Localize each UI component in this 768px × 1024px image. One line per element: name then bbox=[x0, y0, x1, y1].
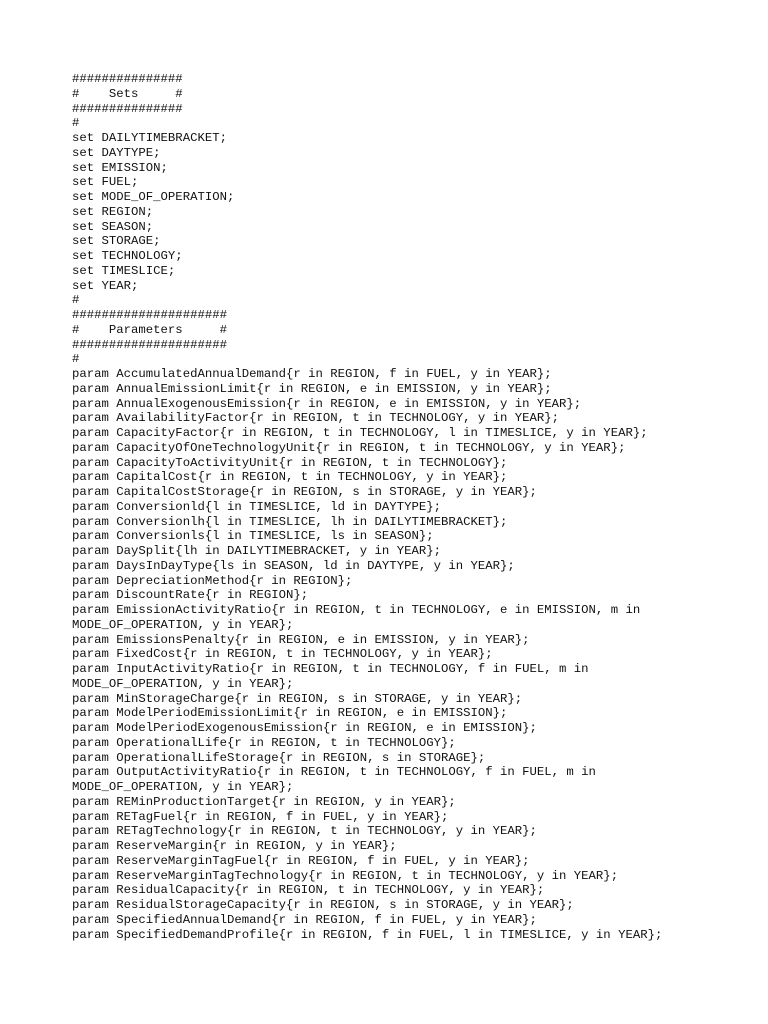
code-line: set YEAR; bbox=[72, 278, 139, 293]
code-line: MODE_OF_OPERATION, y in YEAR}; bbox=[72, 780, 294, 794]
code-line: param ReserveMarginTagTechnology{r in REGION, t in TECHNOLOGY, y in YEAR}; bbox=[72, 868, 619, 883]
code-line: # bbox=[72, 293, 80, 308]
code-line: set STORAGE; bbox=[72, 234, 161, 249]
code-line: # bbox=[72, 116, 80, 131]
model-code-listing bbox=[72, 72, 732, 942]
code-line: set EMISSION; bbox=[72, 160, 168, 175]
code-line: param RETagTechnology{r in REGION, t in TECHNOLOGY, y in YEAR}; bbox=[72, 824, 537, 839]
code-line: param AnnualEmissionLimit{r in REGION, e in EMISSION, y in YEAR}; bbox=[72, 381, 552, 396]
code-line: set MODE_OF_OPERATION; bbox=[72, 190, 235, 204]
code-line: param CapacityToActivityUnit{r in REGION, t in TECHNOLOGY}; bbox=[72, 455, 508, 470]
code-line: param ModelPeriodEmissionLimit{r in REGION, e in EMISSION}; bbox=[72, 706, 508, 721]
code-line: ############### bbox=[72, 72, 183, 86]
code-line: param DepreciationMethod{r in REGION}; bbox=[72, 573, 353, 588]
code-line: ############### bbox=[72, 101, 183, 116]
code-line: param AnnualExogenousEmission{r in REGION, e in EMISSION, y in YEAR}; bbox=[72, 396, 582, 411]
code-line: # bbox=[72, 352, 80, 367]
code-line: param InputActivityRatio{r in REGION, t in TECHNOLOGY, f in FUEL, m in bbox=[72, 662, 589, 676]
code-line: param ModelPeriodExogenousEmission{r in REGION, e in EMISSION}; bbox=[72, 721, 537, 735]
code-line: param DiscountRate{r in REGION}; bbox=[72, 588, 309, 603]
code-line: # Parameters # bbox=[72, 322, 227, 337]
code-line: param Conversionld{l in TIMESLICE, ld in DAYTYPE}; bbox=[72, 499, 441, 514]
code-line: param CapitalCost{r in REGION, t in TECHNOLOGY, y in YEAR}; bbox=[72, 470, 508, 485]
code-line: MODE_OF_OPERATION, y in YEAR}; bbox=[72, 617, 294, 632]
code-line: param ReserveMarginTagFuel{r in REGION, f in FUEL, y in YEAR}; bbox=[72, 853, 530, 868]
code-line: param OperationalLife{r in REGION, t in TECHNOLOGY}; bbox=[72, 735, 456, 750]
code-line: param EmissionActivityRatio{r in REGION, t in TECHNOLOGY, e in EMISSION, m in bbox=[72, 603, 641, 617]
code-line: param EmissionsPenalty{r in REGION, e in EMISSION, y in YEAR}; bbox=[72, 632, 530, 647]
code-line: ##################### bbox=[72, 308, 227, 322]
code-line: param SpecifiedAnnualDemand{r in REGION, f in FUEL, y in YEAR}; bbox=[72, 912, 537, 927]
code-line: set DAYTYPE; bbox=[72, 145, 161, 160]
code-line: param OperationalLifeStorage{r in REGION, s in STORAGE}; bbox=[72, 750, 486, 765]
code-line: param RETagFuel{r in REGION, f in FUEL, y in YEAR}; bbox=[72, 809, 449, 824]
code-line: set TECHNOLOGY; bbox=[72, 249, 183, 263]
code-line: param AvailabilityFactor{r in REGION, t in TECHNOLOGY, y in YEAR}; bbox=[72, 411, 560, 426]
code-line: param Conversionlh{l in TIMESLICE, lh in DAILYTIMEBRACKET}; bbox=[72, 514, 508, 529]
code-line: param ReserveMargin{r in REGION, y in YEAR}; bbox=[72, 839, 397, 853]
code-line: param SpecifiedDemandProfile{r in REGION, f in FUEL, l in TIMESLICE, y in YEAR}; bbox=[72, 927, 663, 942]
code-line: set FUEL; bbox=[72, 175, 139, 190]
code-line: param CapitalCostStorage{r in REGION, s in STORAGE, y in YEAR}; bbox=[72, 485, 537, 499]
code-line: # Sets # bbox=[72, 86, 183, 101]
code-line: param DaySplit{lh in DAILYTIMEBRACKET, y in YEAR}; bbox=[72, 544, 441, 558]
code-line: param MinStorageCharge{r in REGION, s in STORAGE, y in YEAR}; bbox=[72, 691, 523, 706]
code-line: param CapacityFactor{r in REGION, t in TECHNOLOGY, l in TIMESLICE, y in YEAR}; bbox=[72, 426, 648, 440]
code-line: param CapacityOfOneTechnologyUnit{r in REGION, t in TECHNOLOGY, y in YEAR}; bbox=[72, 440, 626, 455]
code-line: set TIMESLICE; bbox=[72, 263, 176, 278]
code-line: param FixedCost{r in REGION, t in TECHNOLOGY, y in YEAR}; bbox=[72, 647, 493, 662]
code-line: set REGION; bbox=[72, 204, 154, 219]
code-line: param OutputActivityRatio{r in REGION, t in TECHNOLOGY, f in FUEL, m in bbox=[72, 765, 596, 780]
code-line: param Conversionls{l in TIMESLICE, ls in SEASON}; bbox=[72, 529, 434, 544]
code-line: param REMinProductionTarget{r in REGION, y in YEAR}; bbox=[72, 794, 456, 809]
code-line: param DaysInDayType{ls in SEASON, ld in DAYTYPE, y in YEAR}; bbox=[72, 558, 515, 573]
code-line: ##################### bbox=[72, 337, 227, 352]
code-line: param ResidualCapacity{r in REGION, t in TECHNOLOGY, y in YEAR}; bbox=[72, 883, 545, 898]
code-line: set DAILYTIMEBRACKET; bbox=[72, 131, 227, 145]
code-line: param AccumulatedAnnualDemand{r in REGION, f in FUEL, y in YEAR}; bbox=[72, 367, 552, 381]
code-line: set SEASON; bbox=[72, 219, 154, 234]
code-line: MODE_OF_OPERATION, y in YEAR}; bbox=[72, 676, 294, 691]
code-line: param ResidualStorageCapacity{r in REGION, s in STORAGE, y in YEAR}; bbox=[72, 898, 574, 912]
